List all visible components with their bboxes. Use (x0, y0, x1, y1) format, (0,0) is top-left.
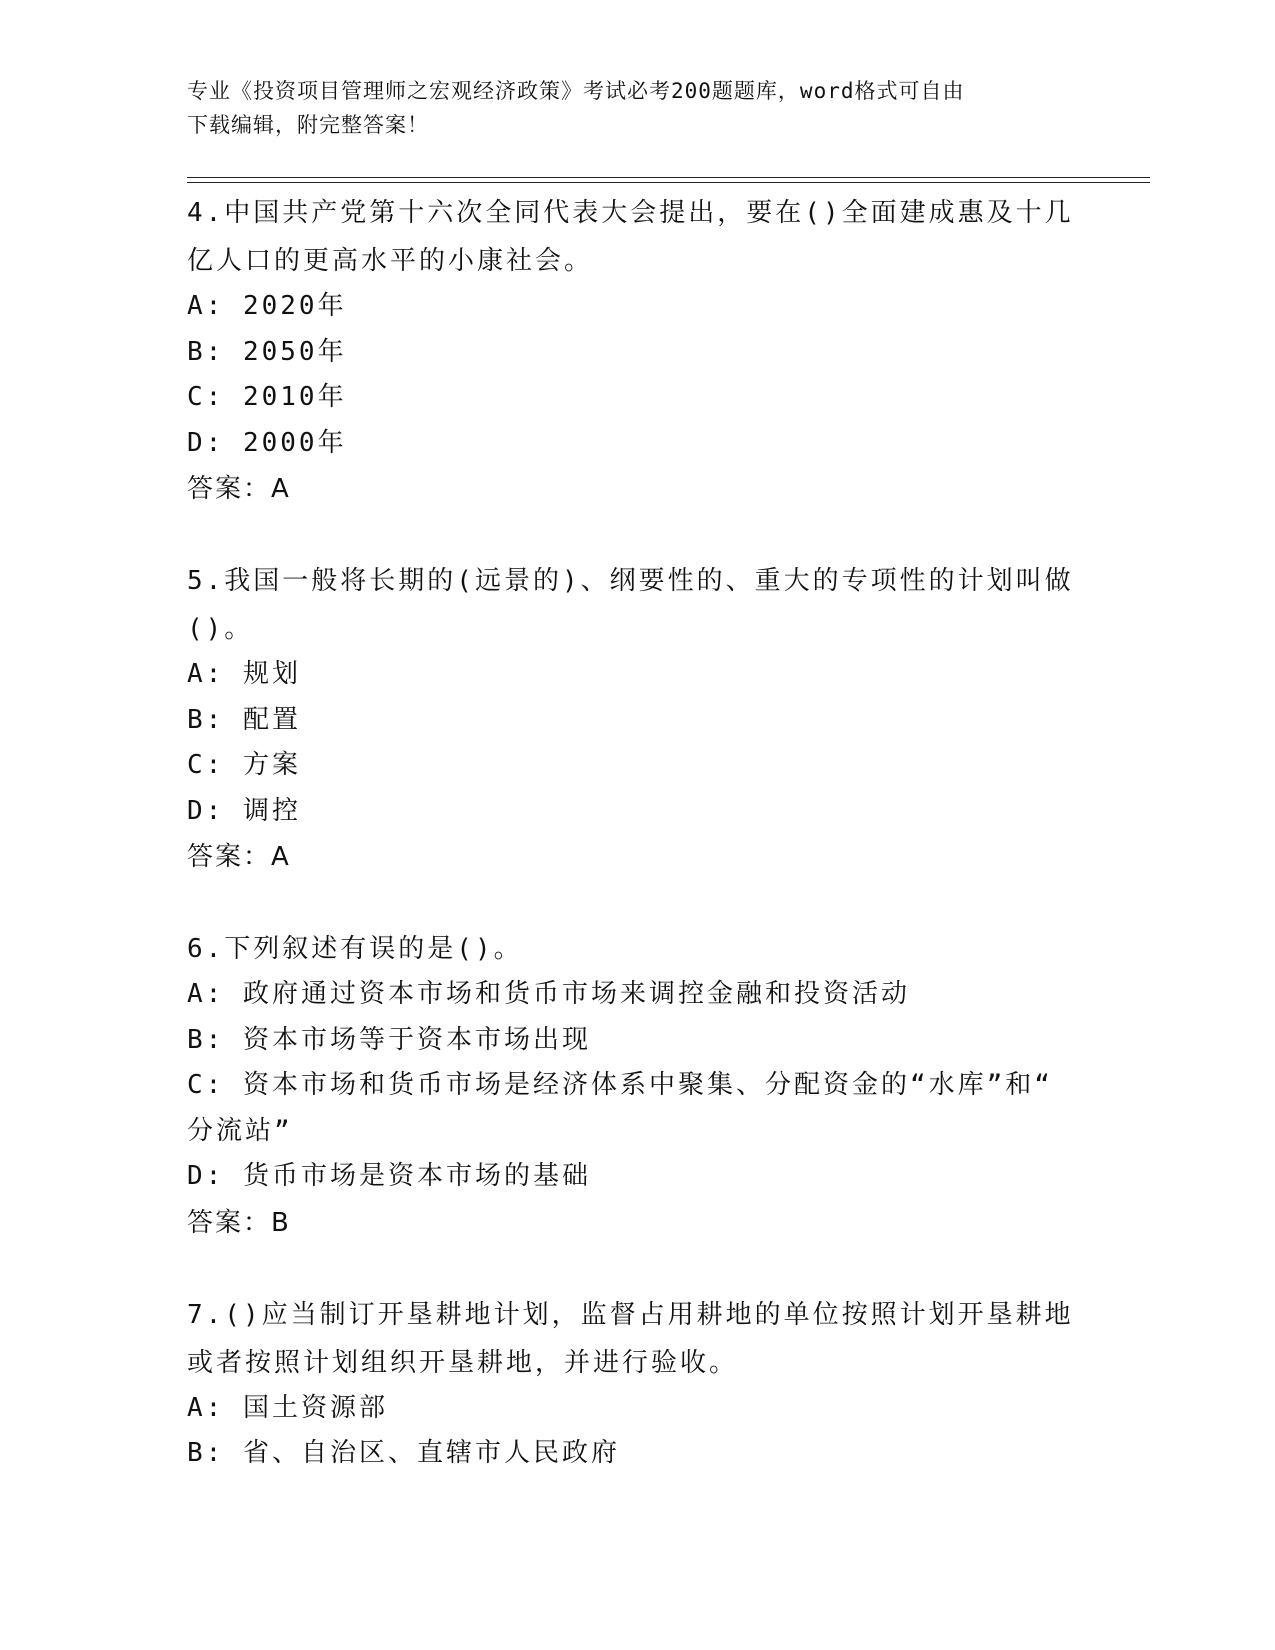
question-stem: 6.下列叙述有误的是()。 (187, 934, 523, 964)
answer-line: 答案：B (187, 1207, 291, 1238)
spacer (187, 880, 1087, 924)
answer-line: 答案：A (187, 474, 291, 504)
question-7 (187, 1292, 1087, 1477)
option-b: B: 资本市场等于资本市场出现 (187, 1024, 591, 1055)
option-c: C: 方案 (187, 750, 301, 780)
question-list (187, 188, 1087, 1477)
question-stem-continued: 亿人口的更高水平的小康社会。 (187, 246, 594, 276)
option-d: D: 货币市场是资本市场的基础 (187, 1161, 591, 1191)
question-stem: 4.中国共产党第十六次全同代表大会提出，要在()全面建成惠及十几 (187, 198, 1074, 228)
question-6 (187, 926, 1087, 1246)
option-c: C: 2010年 (187, 382, 347, 412)
header-rule-bottom (187, 182, 1150, 183)
option-b: B: 省、自治区、直辖市人民政府 (187, 1438, 620, 1468)
header-rule-top (187, 177, 1150, 178)
question-stem: 7.()应当制订开垦耕地计划，监督占用耕地的单位按照计划开垦耕地 (187, 1299, 1074, 1330)
header-line-2: 下载编辑，附完整答案！ (187, 113, 429, 137)
question-4 (187, 190, 1087, 512)
option-a: A: 政府通过资本市场和货币市场来调控金融和投资活动 (187, 979, 910, 1009)
option-b: B: 2050年 (187, 336, 347, 367)
option-d: D: 2000年 (187, 427, 347, 458)
header-line-1: 专业《投资项目管理师之宏观经济政策》考试必考200题题库，word格式可自由 (187, 79, 965, 103)
spacer (187, 1246, 1087, 1290)
question-stem-continued: ()。 (187, 614, 254, 644)
question-5 (187, 558, 1087, 880)
option-c: C: 资本市场和货币市场是经济体系中聚集、分配资金的“水库”和“ (187, 1070, 1053, 1100)
question-stem-continued: 或者按照计划组织开垦耕地，并进行验收。 (187, 1347, 739, 1378)
option-b: B: 配置 (187, 704, 301, 735)
spacer (187, 512, 1087, 556)
option-d: D: 调控 (187, 795, 301, 826)
answer-line: 答案：A (187, 842, 291, 872)
option-a: A: 2020年 (187, 291, 347, 321)
document-header (187, 74, 1067, 142)
option-c-continued: 分流站” (187, 1115, 293, 1146)
option-a: A: 规划 (187, 659, 301, 689)
option-a: A: 国土资源部 (187, 1392, 388, 1423)
question-stem: 5.我国一般将长期的(远景的)、纲要性的、重大的专项性的计划叫做 (187, 566, 1074, 596)
